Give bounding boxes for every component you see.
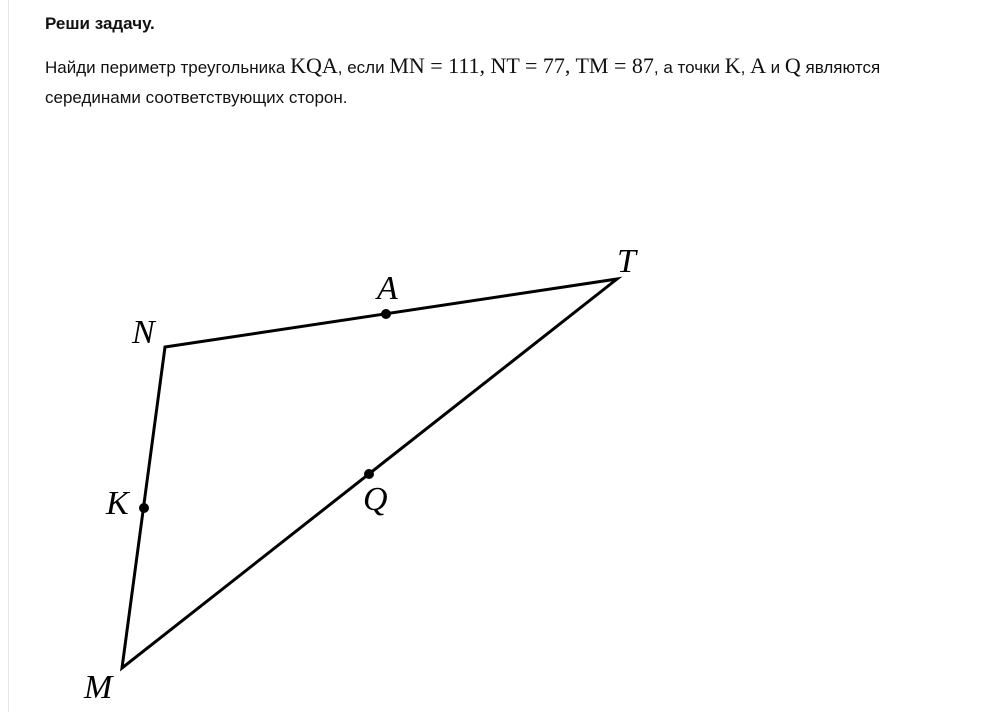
vertex-t-label: T [617, 243, 636, 280]
point-k-label: K [106, 485, 129, 522]
statement-text-3: , а точки [653, 58, 725, 77]
statement-text-2: , если [337, 58, 390, 77]
midpoint-a-dot [381, 309, 391, 319]
statement-text-1: Найди периметр треугольника [45, 58, 291, 77]
task-heading: Реши задачу. [45, 14, 155, 33]
statement-text-4: , [740, 58, 751, 77]
vertex-n-label: N [132, 314, 155, 351]
midpoint-k-dot [139, 503, 149, 513]
statement-text-5: и [765, 58, 785, 77]
point-q-label: Q [363, 481, 388, 518]
point-q-name: Q [784, 53, 801, 78]
point-a-label: A [377, 270, 398, 307]
midpoint-q-dot [364, 469, 374, 479]
triangle-name: KQA [290, 53, 338, 78]
vertex-m-label: M [84, 669, 113, 706]
point-a-name: A [750, 53, 766, 78]
statement-text-6: являются серединами соответствующих сторон. [45, 58, 881, 107]
point-k-name: K [724, 53, 741, 78]
side-lengths: MN = 111, NT = 77, TM = 87 [389, 53, 654, 78]
